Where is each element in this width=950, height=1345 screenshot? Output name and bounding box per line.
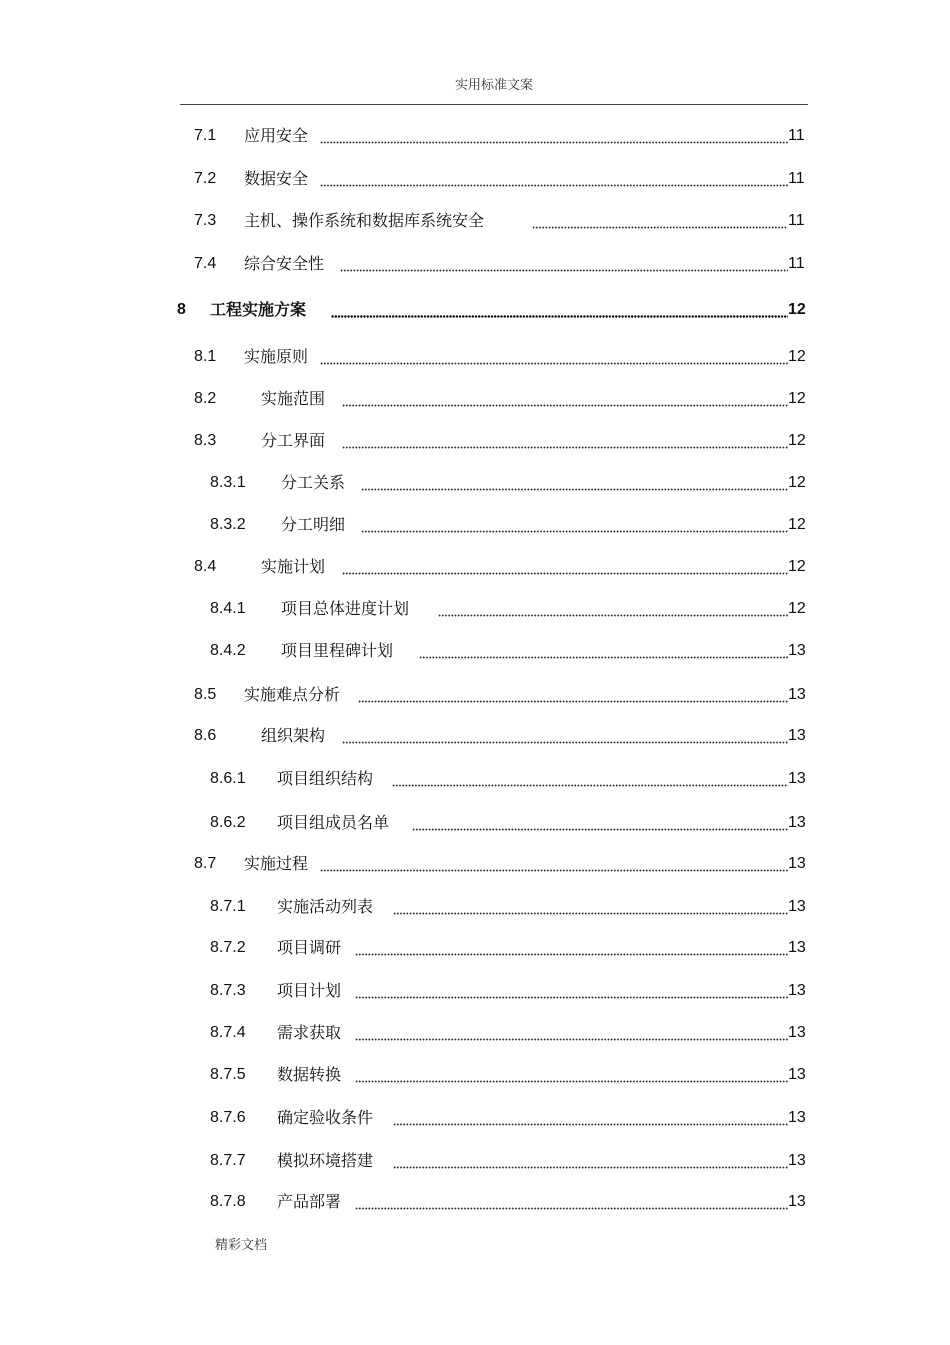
toc-entry[interactable]	[0, 124, 950, 148]
toc-entry[interactable]	[0, 167, 950, 191]
toc-entry-number: 8.3.1	[210, 474, 246, 491]
toc-entry-page: 12	[788, 600, 806, 617]
toc-entry-title: 数据安全	[244, 169, 309, 188]
toc-entry-number: 8.6	[194, 727, 217, 744]
toc-leader-dots	[392, 767, 788, 791]
toc-entry-page: 12	[788, 432, 806, 449]
toc-entry-number: 7.4	[194, 255, 217, 272]
toc-entry[interactable]	[0, 683, 950, 707]
toc-entry-title: 实施难点分析	[244, 685, 341, 704]
toc-entry-page: 13	[788, 939, 806, 956]
page-footer: 精彩文档	[215, 1238, 268, 1253]
toc-entry-page: 13	[788, 814, 806, 831]
toc-entry[interactable]	[0, 429, 950, 453]
toc-entry-number: 8.7	[194, 855, 217, 872]
toc-entry[interactable]	[0, 979, 950, 1003]
toc-leader-dots	[342, 724, 788, 748]
toc-entry[interactable]	[0, 767, 950, 791]
toc-entry-page: 13	[788, 898, 806, 915]
toc-entry-number: 8.7.8	[210, 1193, 246, 1210]
toc-entry-number: 8.1	[194, 348, 217, 365]
toc-leader-dots	[355, 1021, 788, 1045]
toc-entry-title: 组织架构	[261, 726, 326, 745]
toc-entry-title: 项目里程碑计划	[281, 641, 394, 660]
toc-entry-page: 11	[788, 127, 805, 144]
toc-entry[interactable]	[0, 852, 950, 876]
toc-entry-title: 实施活动列表	[277, 897, 374, 916]
toc-entry[interactable]	[0, 1063, 950, 1087]
toc-entry-title: 需求获取	[277, 1023, 342, 1042]
toc-entry[interactable]	[0, 471, 950, 495]
toc-entry-page: 12	[788, 390, 806, 407]
toc-entry-page: 13	[788, 1193, 806, 1210]
toc-entry-page: 13	[788, 770, 806, 787]
toc-leader-dots	[361, 471, 788, 495]
toc-entry-number: 8.6.1	[210, 770, 246, 787]
toc-leader-dots	[393, 1149, 788, 1173]
toc-leader-dots	[355, 1190, 788, 1214]
toc-entry-number: 8.3	[194, 432, 217, 449]
toc-entry[interactable]	[0, 639, 950, 663]
toc-entry-number: 8.7.2	[210, 939, 246, 956]
toc-leader-dots	[320, 852, 788, 876]
toc-leader-dots	[358, 683, 788, 707]
toc-entry-title: 数据转换	[277, 1065, 342, 1084]
toc-entry-number: 8.4.2	[210, 642, 246, 659]
toc-entry-number: 7.1	[194, 127, 217, 144]
toc-entry-number: 8	[177, 301, 186, 318]
toc-leader-dots	[320, 124, 788, 148]
toc-entry-title: 项目调研	[277, 938, 342, 957]
toc-entry-number: 8.4	[194, 558, 217, 575]
toc-leader-dots	[419, 639, 788, 663]
toc-leader-dots	[355, 979, 788, 1003]
toc-entry-page: 13	[788, 1024, 806, 1041]
toc-entry-title: 实施过程	[244, 854, 309, 873]
toc-entry[interactable]	[0, 513, 950, 537]
toc-leader-dots	[342, 387, 788, 411]
toc-entry-number: 8.7.5	[210, 1066, 246, 1083]
toc-leader-dots	[320, 167, 788, 191]
toc-entry[interactable]	[0, 345, 950, 369]
toc-entry[interactable]	[0, 555, 950, 579]
toc-entry-page: 13	[788, 855, 806, 872]
toc-entry-number: 7.3	[194, 212, 217, 229]
toc-entry[interactable]	[0, 811, 950, 835]
toc-entry-number: 8.6.2	[210, 814, 246, 831]
toc-entry-page: 13	[788, 727, 806, 744]
toc-leader-dots	[342, 429, 788, 453]
toc-entry-title: 项目总体进度计划	[281, 599, 410, 618]
toc-entry-number: 8.7.1	[210, 898, 246, 915]
toc-entry-title: 工程实施方案	[210, 300, 307, 319]
toc-entry-title: 实施范围	[261, 389, 326, 408]
toc-entry[interactable]	[0, 895, 950, 919]
toc-leader-dots	[412, 811, 788, 835]
toc-entry[interactable]	[0, 387, 950, 411]
toc-entry-page: 13	[788, 1152, 806, 1169]
toc-entry[interactable]	[0, 597, 950, 621]
header-rule	[180, 104, 808, 105]
toc-entry-title: 分工明细	[281, 515, 346, 534]
toc-entry[interactable]	[0, 252, 950, 276]
toc-leader-dots	[393, 895, 788, 919]
toc-entry[interactable]	[0, 1021, 950, 1045]
toc-entry-number: 8.5	[194, 686, 217, 703]
toc-leader-dots	[320, 345, 788, 369]
toc-entry[interactable]	[0, 1190, 950, 1214]
toc-leader-dots	[355, 1063, 788, 1087]
toc-entry-page: 12	[788, 516, 806, 533]
toc-entry[interactable]	[0, 298, 950, 322]
toc-entry-page: 12	[788, 348, 806, 365]
toc-entry-page: 13	[788, 686, 806, 703]
toc-entry-page: 13	[788, 1109, 806, 1126]
toc-leader-dots	[331, 298, 788, 322]
toc-entry-page: 12	[788, 558, 806, 575]
toc-entry-title: 项目组成员名单	[277, 813, 390, 832]
toc-entry-number: 8.7.7	[210, 1152, 246, 1169]
toc-leader-dots	[342, 555, 788, 579]
toc-entry-number: 7.2	[194, 170, 217, 187]
toc-entry-number: 8.7.4	[210, 1024, 246, 1041]
toc-entry-page: 11	[788, 170, 805, 187]
toc-entry-page: 11	[788, 212, 805, 229]
toc-entry-number: 8.4.1	[210, 600, 246, 617]
toc-entry-title: 确定验收条件	[277, 1108, 374, 1127]
toc-entry-title: 主机、操作系统和数据库系统安全	[244, 211, 485, 230]
toc-entry-page: 11	[788, 255, 805, 272]
toc-entry-title: 应用安全	[244, 126, 309, 145]
toc-leader-dots	[438, 597, 788, 621]
toc-leader-dots	[393, 1106, 788, 1130]
toc-entry-title: 分工界面	[261, 431, 326, 450]
toc-entry-title: 模拟环境搭建	[277, 1151, 374, 1170]
toc-entry-page: 13	[788, 1066, 806, 1083]
toc-entry-title: 分工关系	[281, 473, 346, 492]
toc-entry-title: 产品部署	[277, 1192, 342, 1211]
toc-entry-title: 项目组织结构	[277, 769, 374, 788]
toc-entry[interactable]	[0, 724, 950, 748]
page-header: 实用标准文案	[454, 78, 533, 93]
toc-entry-title: 项目计划	[277, 981, 342, 1000]
toc-entry-number: 8.7.6	[210, 1109, 246, 1126]
toc-entry-page: 12	[788, 474, 806, 491]
toc-entry[interactable]	[0, 1149, 950, 1173]
toc-entry-number: 8.2	[194, 390, 217, 407]
toc-entry-page: 12	[788, 301, 806, 318]
toc-entry-title: 综合安全性	[244, 254, 325, 273]
toc-entry-number: 8.3.2	[210, 516, 246, 533]
toc-leader-dots	[340, 252, 788, 276]
toc-leader-dots	[532, 209, 788, 233]
toc-leader-dots	[355, 936, 788, 960]
toc-entry[interactable]	[0, 209, 950, 233]
toc-entry-page: 13	[788, 982, 806, 999]
toc-entry-title: 实施原则	[244, 347, 309, 366]
toc-entry-title: 实施计划	[261, 557, 326, 576]
toc-entry-number: 8.7.3	[210, 982, 246, 999]
toc-entry[interactable]	[0, 936, 950, 960]
toc-entry-page: 13	[788, 642, 806, 659]
toc-leader-dots	[361, 513, 788, 537]
toc-entry[interactable]	[0, 1106, 950, 1130]
